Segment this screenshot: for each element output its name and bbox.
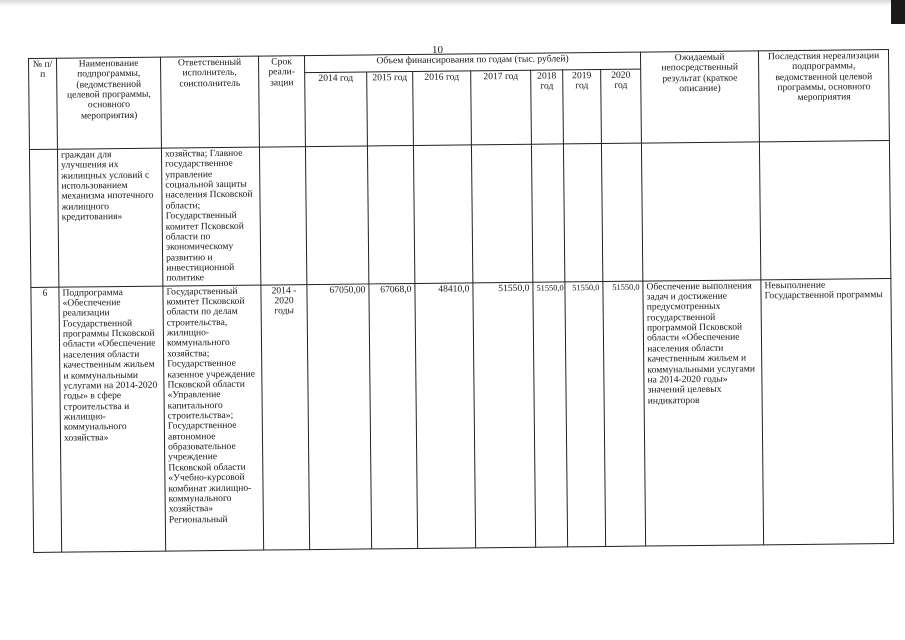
row-name: Подпрограмма «Обеспечение реализации Государственной программы Псковской области «Обеспечение населения области качественным жильем и коммунальными услугами на 2014-2020 годы» в сфере строительства и жилищно-коммунального хозяйства» — [59, 286, 166, 552]
row-value-2017 — [471, 144, 532, 282]
row-result: Обеспечение выполнения задач и достижение предусмотренных государственной программой Псковской области «Обеспечение населения области качественным жильем и коммунальными услугами на 2014-2020 годы» значений целевых индикаторов — [643, 280, 764, 546]
header-consequences: Последствия нереализации подпрограммы, ведомственной целевой программы, основного мероприятия — [759, 49, 890, 141]
header-year-2018: 2018 год — [531, 70, 564, 144]
table-row — [29, 140, 890, 287]
row-value-2015: 67068,0 — [369, 283, 418, 548]
header-funding-group: Объем финансирования по годам (тыс. рублей) — [304, 52, 640, 73]
document-sheet — [28, 49, 894, 598]
row-term: 2014 - 2020 годы — [261, 284, 310, 549]
row-value-2014: 67050,00 — [307, 284, 372, 550]
row-value-2017: 51550,0 — [473, 282, 536, 548]
row-value-2016: 48410,0 — [415, 283, 476, 549]
row-result — [642, 142, 761, 281]
header-year-2019: 2019 год — [563, 70, 602, 144]
row-value-2016 — [413, 145, 472, 283]
row-value-2015 — [367, 145, 414, 283]
header-name: Наименование подпрограммы, (ведомственной целевой программы, основного мероприятия) — [57, 57, 162, 149]
row-value-2020 — [601, 143, 643, 281]
header-year-2015: 2015 год — [367, 71, 414, 145]
row-value-2019 — [563, 143, 602, 281]
row-value-2020: 51550,0 — [603, 281, 646, 546]
header-num: № п/п — [29, 58, 58, 149]
table-row — [31, 278, 894, 552]
scan-edge-top — [0, 0, 905, 6]
row-value-2018: 51550,0 — [533, 282, 568, 547]
header-year-2017: 2017 год — [471, 70, 532, 145]
funding-table — [28, 49, 894, 553]
scan-corner-shadow — [891, 0, 905, 24]
row-consequences: Невыполнение Государственной программы — [761, 278, 894, 544]
row-value-2014 — [305, 146, 368, 284]
row-executor: хозяйства; Главное государственное управление социальной защиты населения Псковской области; Государственный комитет Псковской области по экономическому развитию и инвестиционной политике — [161, 147, 260, 286]
header-term: Срок реали-зации — [258, 56, 305, 147]
row-consequences — [760, 140, 891, 279]
page-number: 10 — [432, 44, 443, 56]
row-name: граждан для улучшения их жилищных условий с использованием механизма ипотечного жилищного кредитования» — [57, 148, 162, 287]
header-result: Ожидаемый непосредственный результат (краткое описание) — [641, 51, 760, 143]
header-executor: Ответственный исполнитель, соисполнитель — [160, 56, 259, 148]
header-year-2014: 2014 год — [305, 72, 368, 147]
row-num — [29, 149, 58, 287]
row-term — [259, 147, 306, 285]
row-num: 6 — [31, 287, 62, 552]
header-year-2020: 2020 год — [601, 69, 642, 143]
header-year-2016: 2016 год — [413, 71, 472, 146]
row-executor: Государственный комитет Псковской области по делам строительства, жилищно-коммунального хозяйства; Государственное казенное учреждение Псковской области «Управление капитального строительства»; Государственное автономное образовательное учреждение Псковской области «Учебно-курсовой комбинат жилищно-коммунального хозяйства» Региональный — [163, 285, 264, 551]
row-value-2019: 51550,0 — [565, 281, 606, 546]
row-value-2018 — [531, 144, 564, 282]
